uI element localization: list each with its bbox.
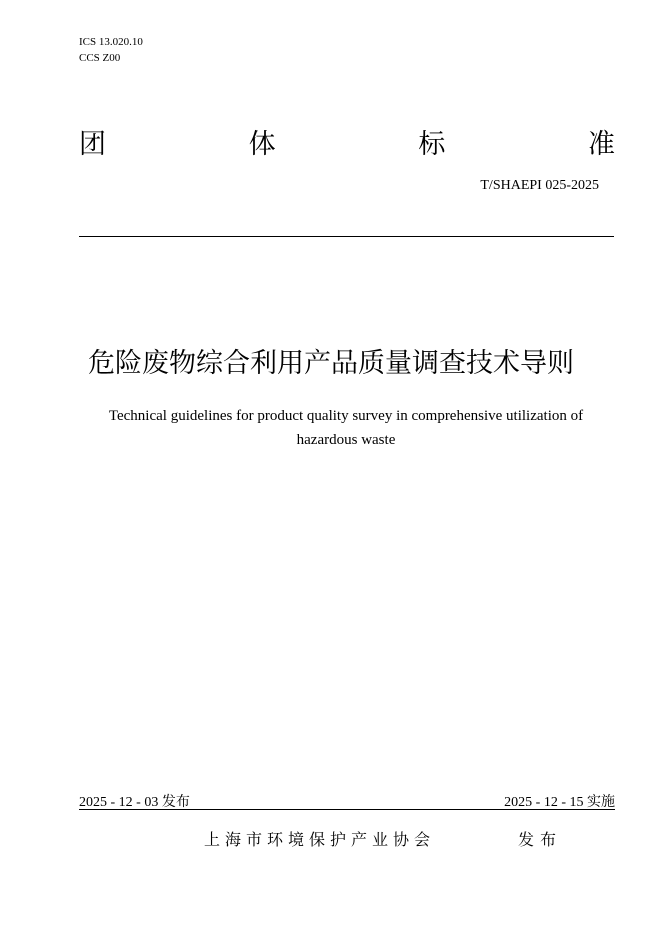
ics-code: ICS 13.020.10 xyxy=(79,36,143,48)
classification-codes xyxy=(79,34,143,66)
standard-type-char: 团 xyxy=(79,129,106,160)
standard-type-heading xyxy=(79,128,615,168)
publisher-name: 上海市环境保护产业协会 xyxy=(204,830,436,849)
standard-type-char: 准 xyxy=(587,129,615,160)
document-title-zh: 危险废物综合利用产品质量调查技术导则 xyxy=(88,348,574,379)
ccs-code: CCS Z00 xyxy=(79,52,121,64)
standard-type-char: 体 xyxy=(248,129,276,160)
standard-type-char: 标 xyxy=(418,129,446,160)
document-title-en: Technical guidelines for product quality survey in comprehensive utilization of hazardous waste xyxy=(108,408,584,448)
implementation-date: 2025 - 12 - 15 实施 xyxy=(504,795,615,810)
issue-date: 2025 - 12 - 03 发布 xyxy=(79,795,190,810)
footer-divider xyxy=(79,809,615,810)
header-divider xyxy=(79,236,614,237)
standard-number: T/SHAEPI 025-2025 xyxy=(480,178,599,193)
publish-label: 发布 xyxy=(518,830,563,849)
